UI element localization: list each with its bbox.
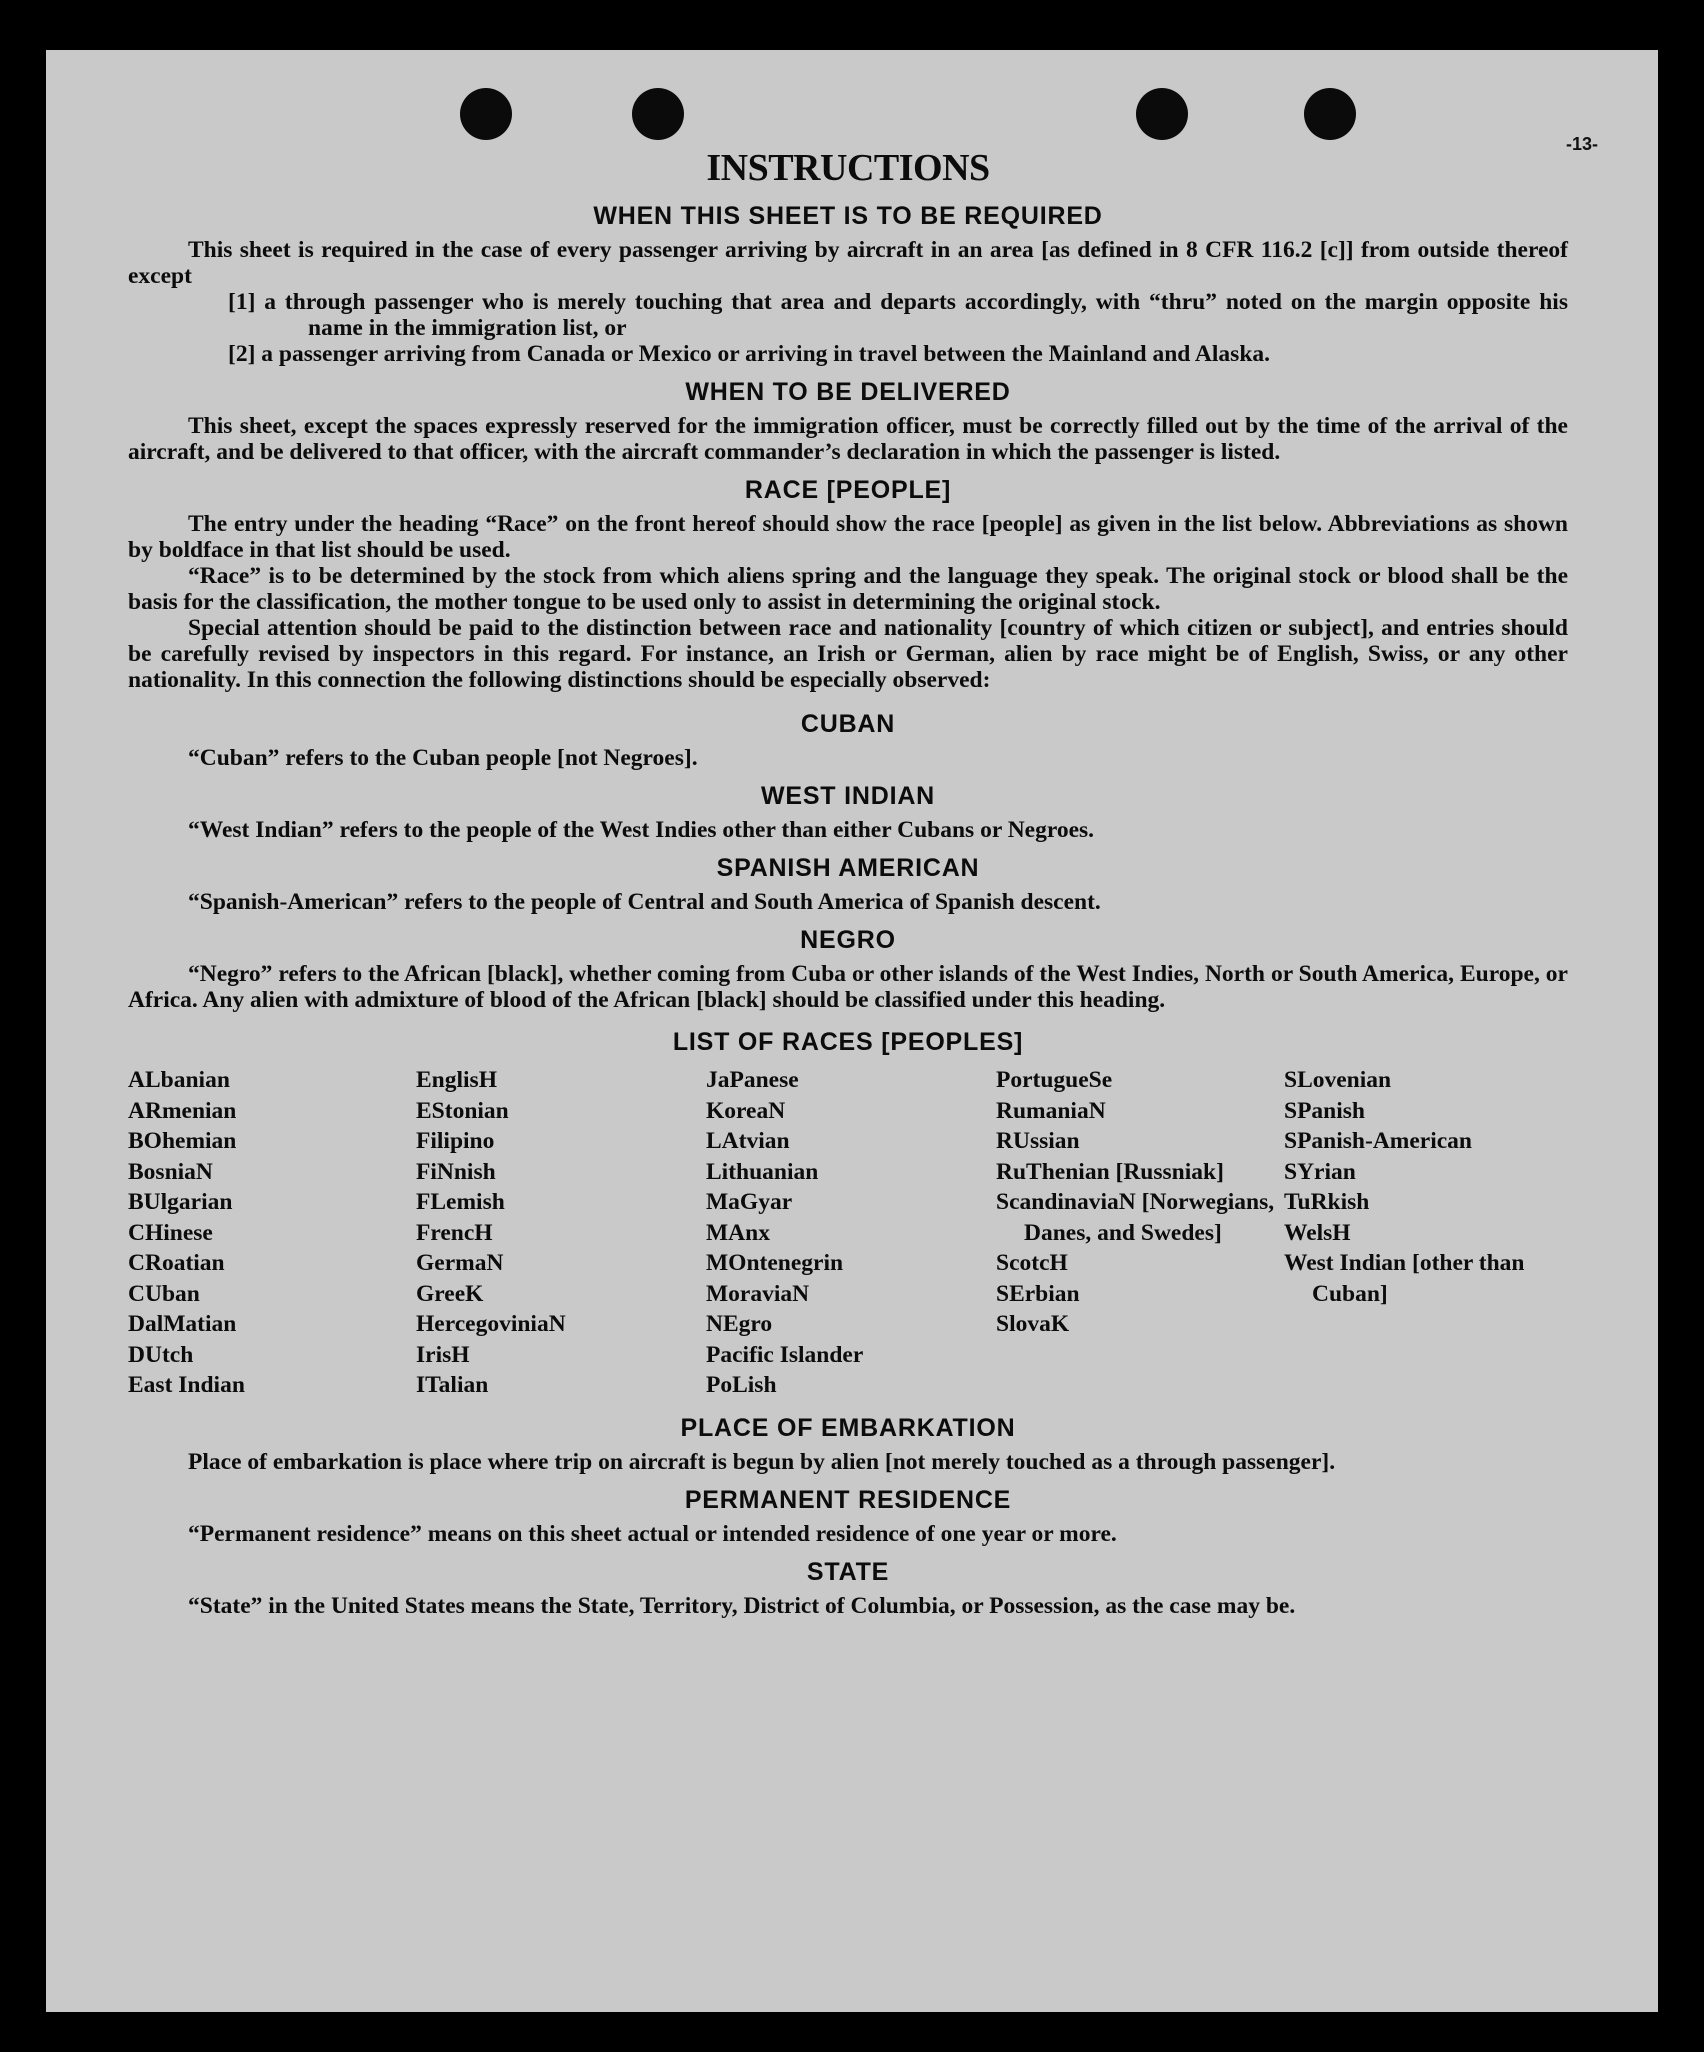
- race-item: MAnx: [706, 1219, 770, 1246]
- race-item: TuRkish: [1284, 1189, 1370, 1215]
- race-item: GreeK: [416, 1280, 484, 1307]
- race-item: LAtvian: [706, 1128, 790, 1154]
- negro-text: “Negro” refers to the African [black], whether coming from Cuba or other islands of the West Indies, North or South America, Europe, or Africa. Any alien with admixture of blood of the African [black] should be classified under this heading.: [128, 961, 1568, 1013]
- heading-west-indian: WEST INDIAN: [760, 782, 936, 810]
- race-item: East Indian: [128, 1372, 245, 1398]
- race-item: CUban: [128, 1280, 200, 1307]
- race-item: PoLish: [706, 1372, 777, 1398]
- spanish-american-text: “Spanish-American” refers to the people of Central and South America of Spanish descent.: [188, 889, 1101, 915]
- race-item: ALbanian: [128, 1067, 230, 1093]
- race-item: ScandinaviaN [Norwegians, Danes, and Swedes]: [996, 1189, 1275, 1246]
- race-item: SPanish: [1284, 1097, 1365, 1124]
- page-corner-mark: -13-: [1565, 134, 1598, 154]
- race-item: Pacific Islander: [706, 1341, 864, 1368]
- heading-negro: NEGRO: [800, 926, 896, 954]
- heading-permanent-residence: PERMANENT RESIDENCE: [684, 1485, 1012, 1514]
- place-of-embarkation-text: Place of embarkation is place where trip on aircraft is begun by alien [not merely touched as a through passenger].: [188, 1448, 1336, 1475]
- punch-hole: [1304, 88, 1356, 140]
- races-column: [706, 1065, 996, 1401]
- races-column: [996, 1065, 1284, 1401]
- instructions-content: [128, 145, 1568, 1619]
- race-item: PortugueSe: [996, 1067, 1113, 1093]
- race-item: EStonian: [416, 1097, 509, 1124]
- race-item: SYrian: [1284, 1158, 1356, 1185]
- race-item: MaGyar: [706, 1189, 793, 1215]
- when-required-item-1: [1] a through passenger who is merely touching that area and departs accordingly, with “thru” noted on the margin opposite his name in the immigration list, or: [228, 289, 1568, 341]
- heading-race: RACE [PEOPLE]: [744, 476, 952, 504]
- heading-place-of-embarkation: PLACE OF EMBARKATION: [680, 1413, 1016, 1442]
- race-paragraph: The entry under the heading “Race” on the front hereof should show the race [people] as given in the list below. Abbreviations as shown by boldface in that list should be used.: [128, 511, 1568, 563]
- race-item: Lithuanian: [706, 1158, 819, 1185]
- race-paragraph: “Race” is to be determined by the stock from which aliens spring and the language they speak. The original stock or blood shall be the basis for the classification, the mother tongue to be used only to assist in determining the original stock.: [128, 563, 1568, 615]
- race-item: FrencH: [416, 1219, 493, 1246]
- heading-when-delivered: WHEN TO BE DELIVERED: [685, 378, 1011, 406]
- when-required-intro: This sheet is required in the case of every passenger arriving by aircraft in an area [as defined in 8 CFR 116.2 [c]] from outside thereof except: [128, 237, 1568, 289]
- heading-state: STATE: [806, 1557, 890, 1586]
- race-item: KoreaN: [706, 1097, 786, 1124]
- punch-hole: [632, 88, 684, 140]
- race-item: SErbian: [996, 1280, 1080, 1307]
- document-sheet: [46, 50, 1658, 2012]
- races-column: [128, 1065, 416, 1401]
- race-item: RumaniaN: [996, 1097, 1106, 1124]
- race-paragraph: Special attention should be paid to the distinction between race and nationality [country of which citizen or subject], and entries should be carefully revised by inspectors in this regard. For instance, an Irish or German, alien by race might be of English, Swiss, or any other nationality. In this connection the following distinctions should be especially observed:: [128, 615, 1568, 693]
- race-item: DUtch: [128, 1341, 194, 1368]
- race-item: ARmenian: [128, 1097, 237, 1124]
- race-item: RuThenian [Russniak]: [996, 1158, 1224, 1185]
- permanent-residence-text: “Permanent residence” means on this sheet actual or intended residence of one year or more.: [188, 1520, 1117, 1547]
- race-item: West Indian [other than Cuban]: [1284, 1250, 1525, 1307]
- race-item: HercegoviniaN: [416, 1311, 566, 1337]
- race-item: ScotcH: [996, 1250, 1068, 1276]
- heading-when-required: WHEN THIS SHEET IS TO BE REQUIRED: [593, 202, 1103, 230]
- when-required-item-2: [2] a passenger arriving from Canada or Mexico or arriving in travel between the Mainland and Alaska.: [228, 341, 1271, 367]
- race-item: RUssian: [996, 1128, 1080, 1154]
- race-item: BUlgarian: [128, 1189, 233, 1215]
- race-item: NEgro: [706, 1311, 773, 1337]
- race-item: JaPanese: [706, 1067, 799, 1093]
- cuban-text: “Cuban” refers to the Cuban people [not Negroes].: [188, 745, 698, 771]
- heading-cuban: CUBAN: [800, 710, 896, 738]
- race-item: ITalian: [416, 1372, 489, 1398]
- race-item: SlovaK: [996, 1311, 1070, 1337]
- race-item: FiNnish: [416, 1158, 496, 1185]
- races-list: [128, 1065, 1568, 1401]
- races-column: [1284, 1065, 1572, 1401]
- race-item: Filipino: [416, 1128, 495, 1154]
- page-title: INSTRUCTIONS: [706, 147, 990, 189]
- race-item: BOhemian: [128, 1128, 237, 1154]
- race-item: CHinese: [128, 1219, 213, 1246]
- heading-spanish-american: SPANISH AMERICAN: [716, 854, 980, 882]
- race-item: FLemish: [416, 1189, 505, 1215]
- race-item: SLovenian: [1284, 1067, 1392, 1093]
- race-item: BosniaN: [128, 1158, 213, 1185]
- punch-hole: [1136, 88, 1188, 140]
- race-item: MOntenegrin: [706, 1250, 844, 1276]
- races-column: [416, 1065, 706, 1401]
- race-item: IrisH: [416, 1341, 470, 1368]
- race-item: MoraviaN: [706, 1280, 810, 1307]
- west-indian-text: “West Indian” refers to the people of the West Indies other than either Cubans or Negroes.: [188, 817, 1095, 843]
- race-item: WelsH: [1284, 1219, 1351, 1246]
- race-item: EnglisH: [416, 1067, 497, 1093]
- when-delivered-text: This sheet, except the spaces expressly reserved for the immigration officer, must be correctly filled out by the time of the arrival of the aircraft, and be delivered to that officer, with the aircraft commander’s declaration in which the passenger is listed.: [128, 413, 1568, 465]
- heading-list-of-races: LIST OF RACES [PEOPLES]: [672, 1028, 1024, 1056]
- state-text: “State” in the United States means the State, Territory, District of Columbia, or Possession, as the case may be.: [188, 1592, 1296, 1619]
- race-item: DalMatian: [128, 1311, 237, 1337]
- punch-hole: [460, 88, 512, 140]
- race-item: CRoatian: [128, 1250, 225, 1276]
- race-item: GermaN: [416, 1250, 504, 1276]
- race-item: SPanish-American: [1284, 1128, 1472, 1154]
